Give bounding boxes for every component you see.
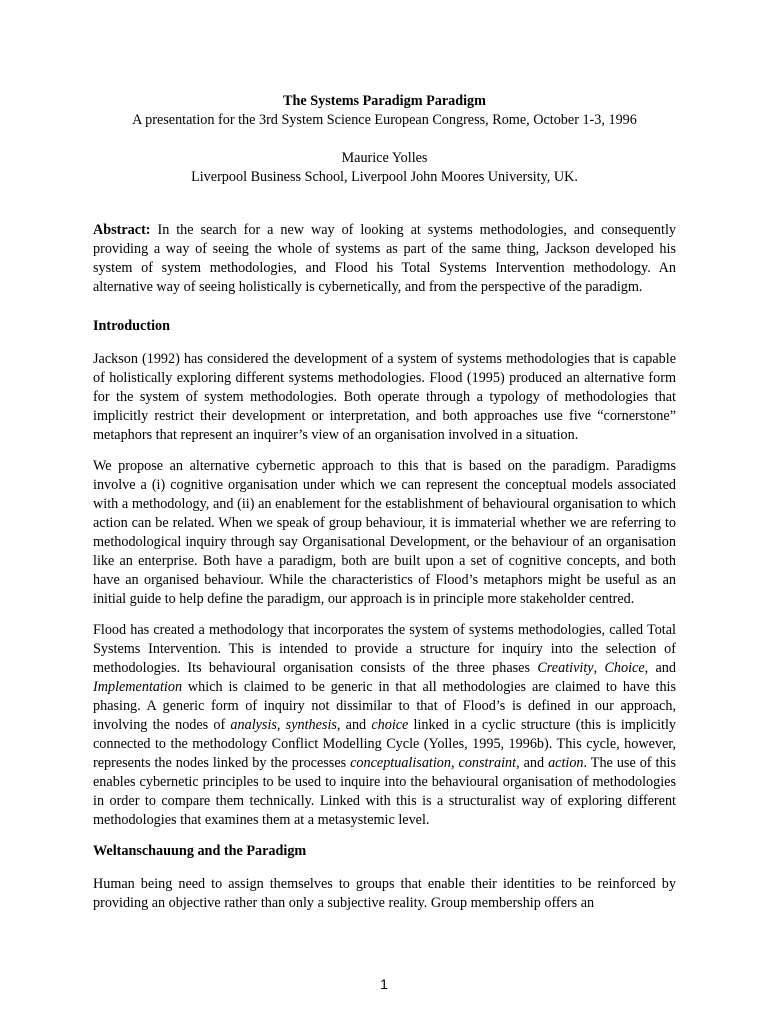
abstract-text: In the search for a new way of looking at systems methodologies, and consequently providing a way of seeing the whole of systems as part of the same thing, Jackson developed his system of system methodologies, and Flood his Total Systems Intervention methodology. An alternative way of seeing holistically is cybernetically, and from the perspective of the paradigm. [93,222,676,295]
introduction-paragraph-3: Flood has created a methodology that incorporates the system of systems methodologies, called Total Systems Intervention. This is intended to provide a structure for inquiry into the selection of methodologies. Its behavioural organisation consists of the three phases Creativity, Choice, and Implementation which is claimed to be generic in that all methodologies are claimed to have this phasing. A generic form of inquiry not dissimilar to that of Flood’s is defined in our approach, involving the nodes of analysis, synthesis, and choice linked in a cyclic structure (this is implicitly connected to the methodology Conflict Modelling Cycle (Yolles, 1995, 1996b). This cycle, however, represents the nodes linked by the processes conceptualisation, constraint, and action. The use of this enables cybernetic principles to be used to inquire into the behavioural organisation of methodologies in order to compare them technically. Linked with this is a structuralist way of exploring different methodologies that examines them at a metasystemic level. [93,622,677,828]
introduction-paragraph-1: Jackson (1992) has considered the development of a system of systems methodologies that is capable of holistically exploring different systems methodologies. Flood (1995) produced an alternative form for the system of system methodologies. Both operate through a typology of methodologies that implicitly restrict their development or interpretation, and both approaches use five “cornerstone” metaphors that represent an inquirer’s view of an organisation involved in a situation. [93,351,676,443]
term-choice: Choice [604,660,645,676]
paper-subtitle: A presentation for the 3rd System Science European Congress, Rome, October 1-3, 1996 [132,112,637,128]
introduction-heading: Introduction [93,318,170,334]
author-name: Maurice Yolles [341,150,428,166]
term-implementation: Implementation [93,679,183,695]
introduction-paragraph-2: We propose an alternative cybernetic approach to this that is based on the paradigm. Paradigms involve a (i) cognitive organisation under which we can represent the conceptual models associated with a methodology, and (ii) an enablement for the establishment of behavioural organisation to which action can be related. When we speak of group behaviour, it is immaterial whether we are referring to methodological inquiry through say Organisational Development, or the behaviour of an organisation like an enterprise. Both have a paradigm, both are built upon a set of cognitive concepts, and both have an organised behaviour. While the characteristics of Flood’s metaphors might be useful as an initial guide to help define the paradigm, our approach is in principle more stakeholder centred. [93,458,676,607]
page-number: 1 [380,976,388,992]
abstract-label: Abstract: [93,222,151,238]
term-analysis: analysis [230,717,277,733]
paper-title: The Systems Paradigm Paradigm [283,93,486,109]
page-content [93,92,676,925]
term-choice-node: choice [371,717,409,733]
weltanschauung-heading: Weltanschauung and the Paradigm [93,843,307,859]
abstract-paragraph [93,221,676,297]
weltanschauung-paragraph-1: Human being need to assign themselves to groups that enable their identities to be reinforced by providing an objective rather than only a subjective reality. Group membership offers an [93,876,676,911]
author-affiliation: Liverpool Business School, Liverpool John Moores University, UK. [191,169,578,185]
term-creativity: Creativity [537,660,594,676]
term-action: action [548,755,584,771]
term-conceptualisation: conceptualisation [350,755,451,771]
term-constraint: constraint [458,755,517,771]
term-synthesis: synthesis [285,717,337,733]
